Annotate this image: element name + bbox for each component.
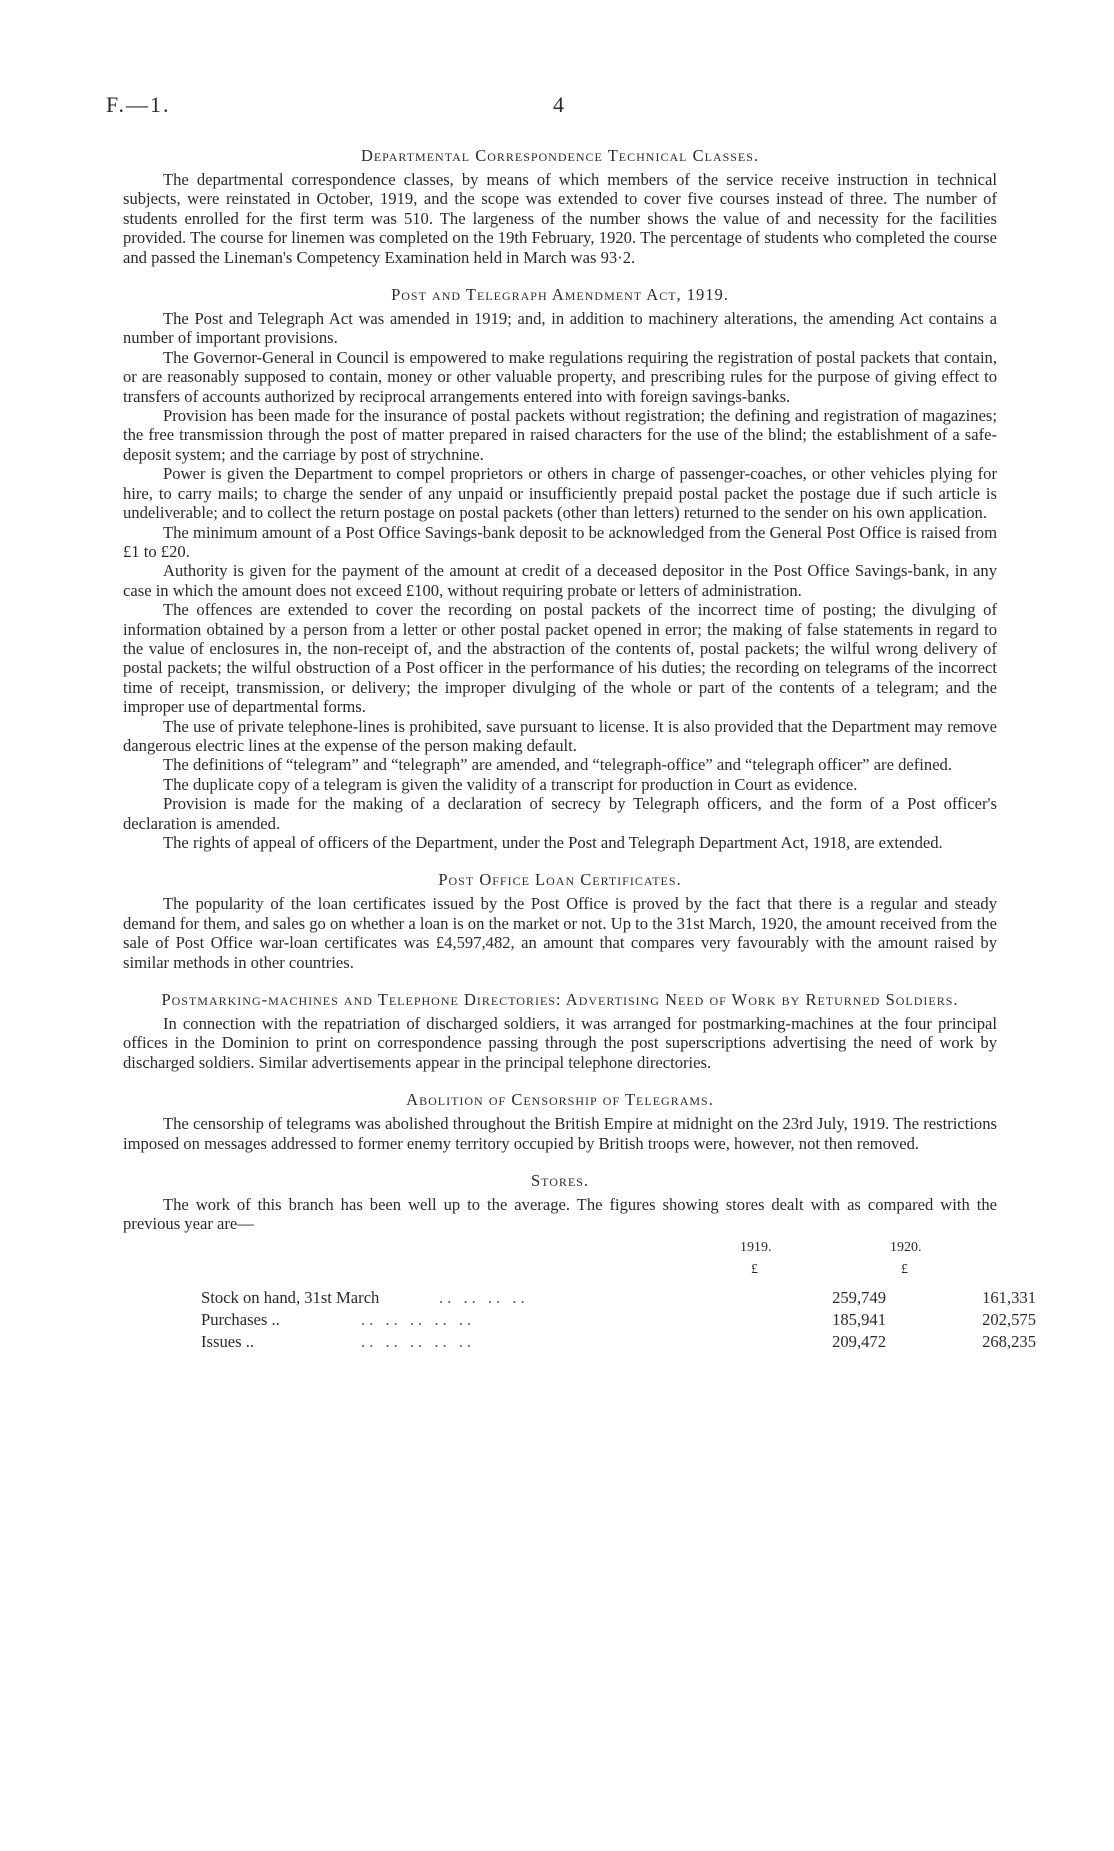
leader-dots: .. .. .. .. .. [361,1309,476,1329]
section-correspondence-classes [123,146,997,267]
paragraph: In connection with the repatriation of discharged soldiers, it was arranged for postmarking-machines at the four principal offices in the Dominion to print on correspondence passing through the post superscriptions advertising the need of work by discharged soldiers. Similar advertisements appear in the principal telephone directories. [123,1014,997,1072]
value-1919: 259,749 [832,1287,886,1307]
table-row [201,1331,1036,1352]
paragraph: The definitions of “telegram” and “telegraph” are amended, and “telegraph-office” and “telegraph officer” are defined. [163,755,953,775]
section-title: Post and Telegraph Amendment Act, 1919. [391,285,729,305]
stores-table [123,1239,1036,1372]
paragraph: The minimum amount of a Post Office Savings-bank deposit to be acknowledged from the General Post Office is raised from £1 to £20. [123,522,997,561]
paragraph: The offences are extended to cover the recording on postal packets of the incorrect time of posting; the divulging of information obtained by a person from a letter or other postal packet opened in error; the making of false statements in regard to the value of enclosures in, the non-receipt of, and the abstraction of the contents of, postal packets; the wilful wrong delivery of postal packets; the wilful obstruction of a Post officer in the performance of his duties; the recording on telegrams of the incorrect time of receipt, transmission, or delivery; the improper divulging of the whole or part of the contents of a telegram; and the improper use of departmental forms. [123,600,997,717]
table-row [201,1287,1036,1308]
section-title: Departmental Correspondence Technical Classes. [360,146,760,165]
section-loan-certificates [123,870,997,972]
section-amendment-act [123,285,997,852]
row-label: Issues .. [201,1331,255,1351]
paragraph: Power is given the Department to compel proprietors or others in charge of passenger-coaches, or other vehicles plying for hire, to carry mails; to charge the sender of any unpaid or insufficiently prepaid postal packet the postage due if such article is undeliverable; and to collect the return postage on postal packets (other than letters) returned to the sender on his own application. [123,464,997,523]
table-row [201,1309,1036,1330]
section-title: Stores. [530,1171,590,1191]
currency-symbol-1920: £ [901,1261,908,1277]
paragraph: The work of this branch has been well up to the average. The figures showing stores dealt with as compared with the previous year are— [123,1195,997,1234]
value-1919: 209,472 [832,1331,886,1351]
paragraph: The Post and Telegraph Act was amended in 1919; and, in addition to machinery alterations, the amending Act contains a number of important provisions. [123,309,997,348]
section-title: Post Office Loan Certificates. [438,870,682,890]
section-stores [123,1171,1036,1372]
page-content [123,146,1036,1372]
section-censorship [123,1090,997,1153]
leader-dots: .. .. .. .. [439,1287,529,1307]
page-header [0,92,1114,122]
paragraph: The Governor-General in Council is empowered to make regulations requiring the registration of postal packets that contain, or are reasonably supposed to contain, money or other valuable property, and prescribing rules for the purpose of giving effect to transfers of accounts authorized by reciprocal arrangements entered into with foreign savings-banks. [123,347,997,406]
paragraph: The departmental correspondence classes, by means of which members of the service receive instruction in technical subjects, were reinstated in October, 1919, and the scope was extended to cover five courses instead of three. The number of students enrolled for the first term was 510. The largeness of the number shows the value of and necessity for the facilities provided. The course for linemen was completed on the 19th February, 1920. The percentage of students who completed the course and passed the Lineman's Competency Examination held in March was 93·2. [123,170,997,267]
row-label: Purchases .. [201,1309,280,1329]
value-1920: 202,575 [982,1309,1036,1329]
paragraph: The duplicate copy of a telegram is given the validity of a transcript for production in Court as evidence. [163,774,858,794]
column-header-1920: 1920. [890,1239,922,1255]
section-title: Postmarking-machines and Telephone Directories: Advertising Need of Work by Returned Soldiers. [161,990,959,1010]
paragraph: Authority is given for the payment of the amount at credit of a deceased depositor in the Post Office Savings-bank, in any case in which the amount does not exceed £100, without requiring probate or letters of administration. [123,561,997,600]
paragraph: The censorship of telegrams was abolished throughout the British Empire at midnight on the 23rd July, 1919. The restrictions imposed on messages addressed to former enemy territory occupied by British troops were, however, not then removed. [123,1114,997,1153]
value-1920: 268,235 [982,1331,1036,1351]
row-label: Stock on hand, 31st March [201,1287,380,1307]
column-header-1919: 1919. [740,1239,772,1255]
paragraph: Provision has been made for the insurance of postal packets without registration; the defining and registration of magazines; the free transmission through the post of matter prepared in raised characters for the use of the blind; the establishment of a safe-deposit system; and the carriage by post of strychnine. [123,406,997,464]
currency-symbol-1919: £ [751,1261,758,1277]
paragraph: The rights of appeal of officers of the Department, under the Post and Telegraph Department Act, 1918, are extended. [163,833,943,852]
leader-dots: .. .. .. .. .. [361,1331,476,1351]
paragraph: The use of private telephone-lines is prohibited, save pursuant to license. It is also provided that the Department may remove dangerous electric lines at the expense of the person making default. [123,716,997,755]
section-title: Abolition of Censorship of Telegrams. [406,1090,714,1110]
document-reference: F.—1. [106,92,171,117]
paragraph: The popularity of the loan certificates issued by the Post Office is proved by the fact that there is a regular and steady demand for them, and sales go on whether a loan is on the market or not. Up to the 31st March, 1920, the amount received from the sale of Post Office war-loan certificates was £4,597,482, an amount that compares very favourably with the amount raised by similar methods in other countries. [123,894,997,972]
paragraph: Provision is made for the making of a declaration of secrecy by Telegraph officers, and the form of a Post officer's declaration is amended. [123,794,997,833]
section-postmarking-machines [123,990,997,1072]
value-1920: 161,331 [982,1287,1036,1307]
page-number: 4 [553,92,564,117]
value-1919: 185,941 [832,1309,886,1329]
